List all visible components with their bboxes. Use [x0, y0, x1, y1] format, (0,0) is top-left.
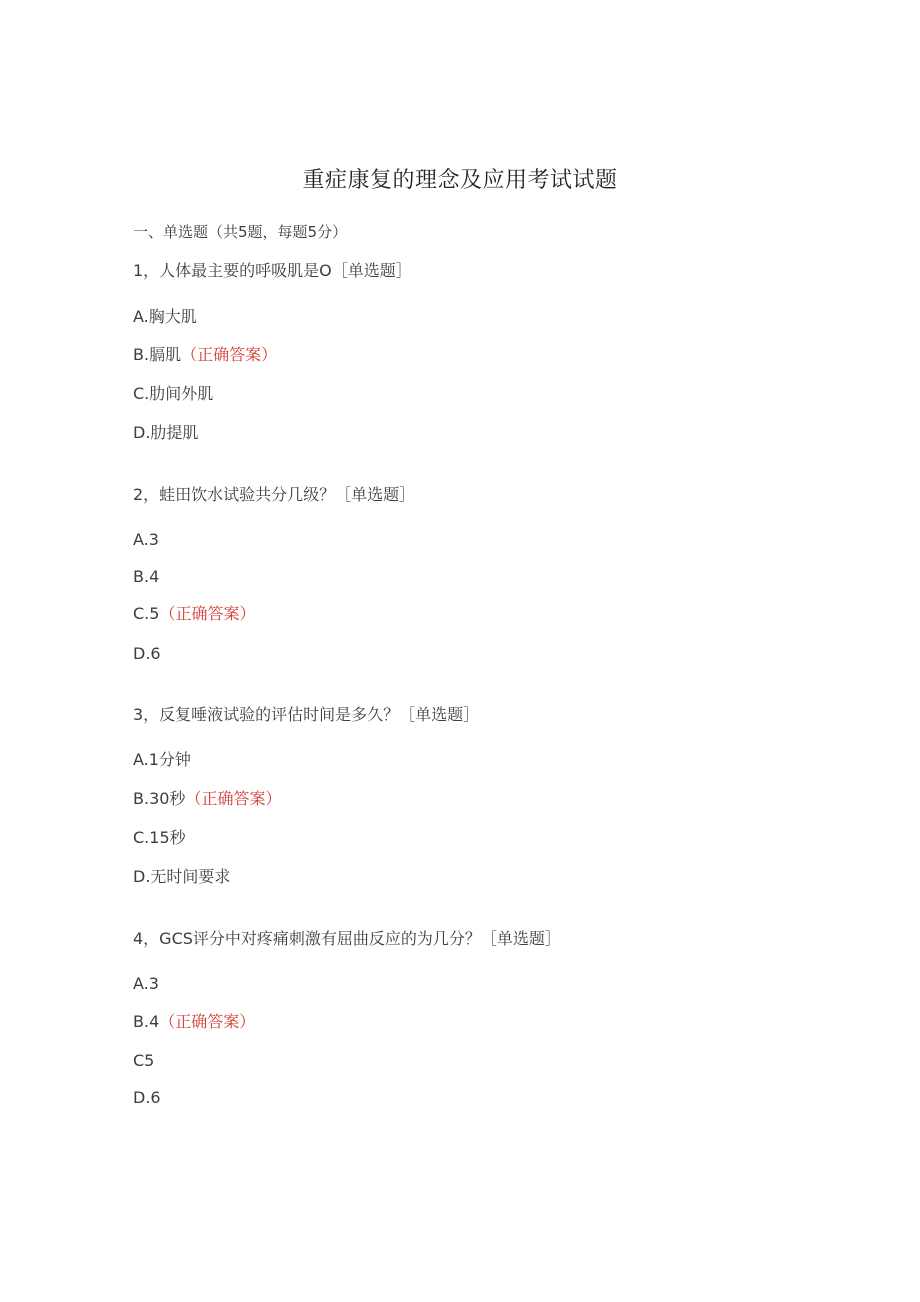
question-4-stem: 4，GCS评分中对疼痛刺激有屈曲反应的为几分？［单选题］	[133, 929, 561, 948]
question-4-option-a	[133, 974, 159, 994]
option-text: C.15秒	[133, 828, 186, 847]
option-text: B.30秒	[133, 789, 186, 808]
question-2-option-b	[133, 567, 159, 587]
option-text: D.肋提肌	[133, 423, 199, 442]
option-text: B.4	[133, 1012, 160, 1031]
question-1-option-c	[133, 384, 213, 404]
question-4-option-b	[133, 1012, 255, 1032]
question-2-option-c	[133, 604, 255, 624]
option-text: C5	[133, 1051, 155, 1070]
question-2-option-a	[133, 530, 159, 550]
option-text: C.肋间外肌	[133, 384, 214, 403]
option-text: A.胸大肌	[133, 307, 197, 326]
option-text: A.3	[133, 530, 159, 549]
question-4-option-c	[133, 1051, 154, 1071]
option-text: C.5	[133, 604, 160, 623]
question-2-stem: 2，蛙田饮水试验共分几级？［单选题］	[133, 485, 416, 504]
correct-answer-marker: （正确答案）	[185, 789, 282, 808]
option-text: B.膈肌	[133, 345, 182, 364]
question-2-option-d	[133, 644, 161, 664]
correct-answer-marker: （正确答案）	[159, 604, 256, 623]
correct-answer-marker: （正确答案）	[181, 345, 278, 364]
question-3-stem: 3，反复唾液试验的评估时间是多久？［单选题］	[133, 705, 480, 724]
question-1-option-b	[133, 345, 277, 365]
page-title: 重症康复的理念及应用考试试题	[302, 168, 618, 193]
option-text: B.4	[133, 567, 160, 586]
question-1-option-a	[133, 307, 197, 327]
option-text: D.6	[133, 1088, 161, 1107]
option-text: D.无时间要求	[133, 867, 231, 886]
option-text: A.1分钟	[133, 750, 191, 769]
option-text: A.3	[133, 974, 159, 993]
question-3-option-a	[133, 750, 191, 770]
question-1-stem: 1，人体最主要的呼吸肌是O［单选题］	[133, 261, 412, 280]
option-text: D.6	[133, 644, 161, 663]
question-3-option-c	[133, 828, 186, 848]
section-heading: 一、单选题（共5题，每题5分）	[133, 223, 348, 241]
question-3-option-d	[133, 867, 230, 887]
correct-answer-marker: （正确答案）	[159, 1012, 256, 1031]
question-3-option-b	[133, 789, 281, 809]
question-1-option-d	[133, 423, 198, 443]
question-4-option-d	[133, 1088, 161, 1108]
